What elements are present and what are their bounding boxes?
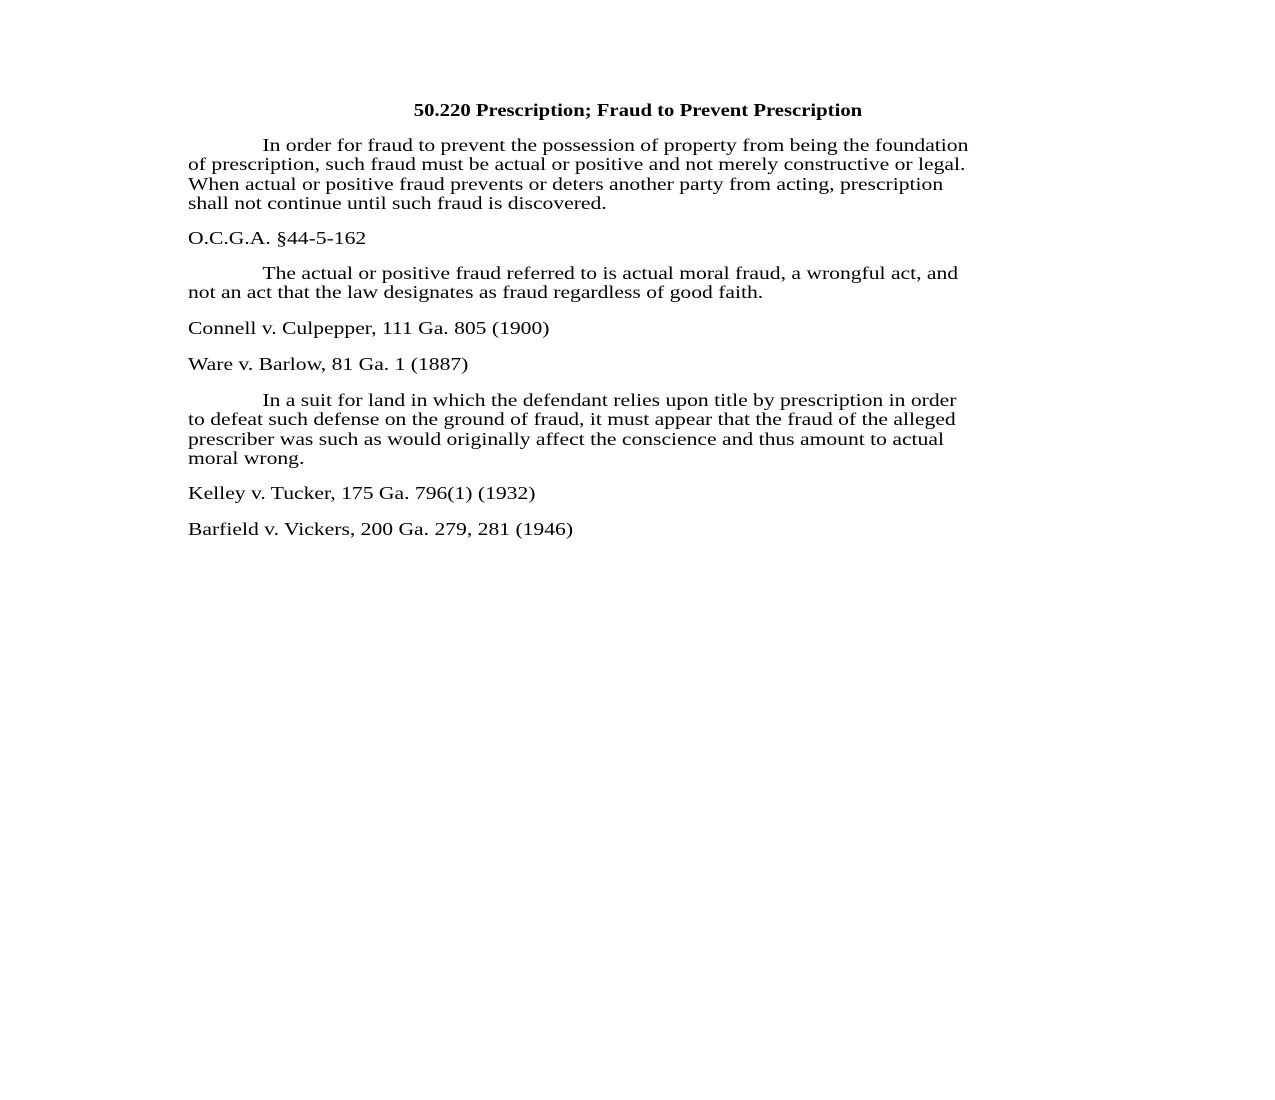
document-title [0, 100, 1275, 120]
citation-ocga: O.C.G.A. §44-5-162 [188, 228, 367, 248]
citation-kelley: Kelley v. Tucker, 175 Ga. 796(1) (1932) [188, 483, 536, 503]
paragraph-line: prescriber was such as would originally affect the conscience and thus amount to actual [188, 428, 944, 449]
paragraph-1 [188, 136, 1100, 213]
paragraph-2 [188, 264, 1100, 303]
citation-connell: Connell v. Culpepper, 111 Ga. 805 (1900) [188, 318, 550, 338]
paragraph-line: moral wrong. [188, 447, 305, 468]
paragraph-line: When actual or positive fraud prevents or deters another party from acting, prescription [188, 173, 944, 194]
paragraph-line: not an act that the law designates as fraud regardless of good faith. [188, 282, 764, 303]
paragraph-line: of prescription, such fraud must be actual or positive and not merely constructive or legal. [188, 154, 966, 175]
title-text: 50.220 Prescription; Fraud to Prevent Prescription [413, 100, 862, 120]
citation-ware: Ware v. Barlow, 81 Ga. 1 (1887) [188, 354, 469, 374]
paragraph-3 [188, 391, 1100, 468]
paragraph-line: In a suit for land in which the defendant relies upon title by prescription in order [262, 390, 957, 410]
paragraph-line: to defeat such defense on the ground of fraud, it must appear that the fraud of the alleged [188, 409, 956, 430]
paragraph-line: The actual or positive fraud referred to is actual moral fraud, a wrongful act, and [262, 263, 959, 283]
paragraph-line: shall not continue until such fraud is discovered. [188, 192, 607, 213]
citation-barfield: Barfield v. Vickers, 200 Ga. 279, 281 (1946) [188, 519, 574, 539]
paragraph-line: In order for fraud to prevent the possession of property from being the foundation [262, 135, 969, 155]
